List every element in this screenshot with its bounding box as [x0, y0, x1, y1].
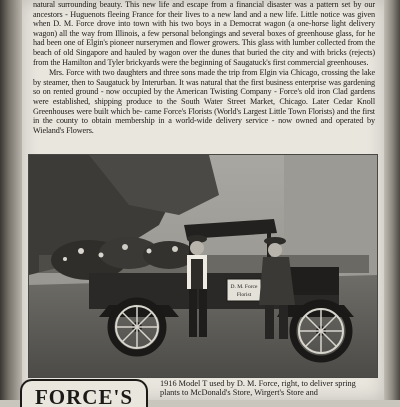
text-line: crossing the lake by steamer, then to Saugatuck by Interurban. It was natural that the first	[33, 68, 376, 87]
truck-sign-line-2: Florist	[236, 292, 252, 298]
forces-logo-art	[22, 381, 146, 407]
wheel-rear	[111, 301, 163, 353]
caption-line: 1916 Model T used by D. M. Force, right, to deliver	[160, 379, 333, 388]
text-line: set by our ancestors - Huguenots fleeing France for their lives to a new land and a new life.	[33, 0, 375, 19]
wheel-front	[293, 303, 349, 359]
truck-sign-line-1: D. M. Force	[230, 284, 258, 290]
caption-line: spring plants to McDonald's Store, Wirgert's Store and	[160, 379, 356, 398]
text-line: (a one-horse light delivery wagon) all the way from Illinois, a few personal belongings and	[33, 19, 376, 38]
text-line: came Force's Florists (World's Largest Little Town Florists) and the first in the county to	[33, 106, 375, 126]
text-line: flower growers. This glass with lumber collected from the beach of old Singapore and hauled	[33, 38, 375, 57]
photo-caption	[160, 379, 376, 398]
svg-text:FORCE'S: FORCE'S	[34, 385, 134, 407]
photo-illustration	[29, 155, 377, 377]
historic-truck-photo	[28, 154, 378, 378]
text-line: Flowers.	[66, 125, 94, 135]
page-edge-shadow	[384, 0, 400, 400]
text-line: natural surrounding beauty. This new life and escape from a financial disaster was a pattern	[33, 0, 339, 9]
page-spine-shadow	[0, 0, 22, 400]
forces-logo	[20, 379, 148, 407]
article-paragraph-1	[33, 0, 375, 67]
text-line: Mrs. Force with two daughters and three sons made the trip from Elgin via Chicago,	[49, 68, 320, 78]
text-line: by wagon over the dunes that buried the city and with bricks (rejects) from the Hamilton and	[33, 47, 375, 67]
text-line: South Water Street Market, Chicago. Later Cedar Knoll Greenhouses were built which be-	[33, 96, 375, 116]
text-line: Tyler brickyards were the beginning of Saugatuck's first commercial greenhouses.	[107, 57, 369, 67]
text-line: Little notice was given when D. M. Force drove into town with his two boys in a Democrat wagon	[33, 9, 375, 29]
text-line: business enterprise was gardening so on rented ground - now occupied by the American	[33, 77, 375, 97]
text-line: obtain membership in a world-wide delivery service - now owned and operated by Wieland's	[33, 116, 375, 135]
text-line: several boxes of greenhouse glass, for he had been one of Elgin's pioneer nurserymen and	[33, 28, 375, 48]
article-paragraph-2	[33, 68, 375, 135]
article-body	[33, 0, 375, 135]
text-line: Twisting Company - Force's old iron Clad gardens were established, shipping produce to the	[33, 87, 375, 106]
